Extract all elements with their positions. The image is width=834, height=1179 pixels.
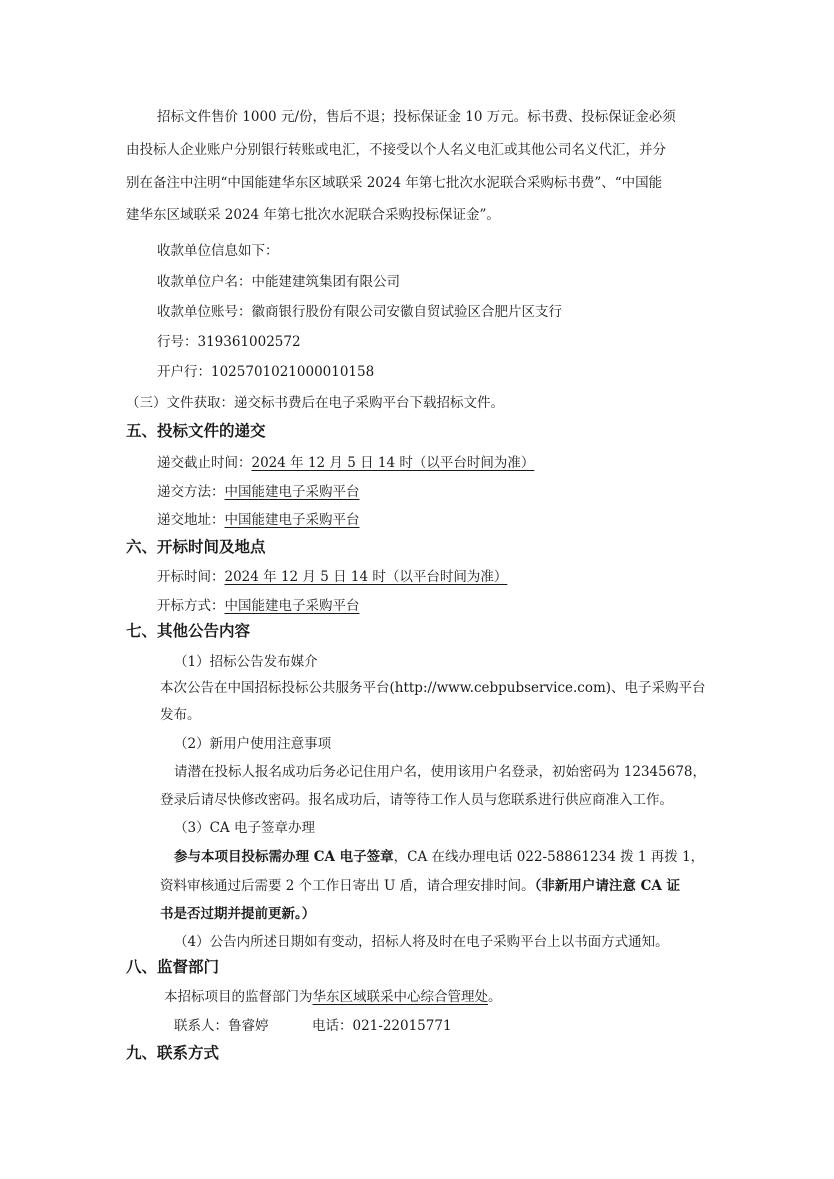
open-bank-row	[157, 362, 374, 382]
phone-number: 021-22015771	[352, 1018, 452, 1034]
payee-intro: 收款单位信息如下：	[157, 243, 279, 259]
item-3-line-2	[160, 876, 680, 896]
payee-name: 中能建建筑集团有限公司	[251, 274, 400, 290]
submit-method-row	[157, 482, 360, 502]
deadline-value: 2024 年 12 月 5 日 14 时（以平台时间为准）	[251, 455, 535, 471]
opening-method-label: 开标方式：	[157, 598, 225, 614]
deadline-label: 递交截止时间：	[157, 455, 252, 471]
payee-account-label: 收款单位账号：	[157, 304, 252, 320]
open-bank-label: 开户行：	[157, 364, 211, 380]
section-5-heading: 五、投标文件的递交	[126, 422, 266, 440]
submit-method-value: 中国能建电子采购平台	[224, 484, 360, 500]
deadline-row	[157, 453, 534, 473]
payee-account: 徽商银行股份有限公司安徽自贸试验区合肥片区支行	[251, 304, 562, 320]
item-1-line-1	[160, 678, 706, 698]
contact-label: 联系人：	[174, 1018, 228, 1034]
supervision-dept: 华东区域联采中心综合管理处	[312, 989, 488, 1005]
open-bank: 1025701021000010158	[211, 364, 375, 380]
file-acquisition: （三）文件获取：递交标书费后在电子采购平台下载招标文件。	[126, 395, 504, 411]
section-7-heading: 七、其他公告内容	[126, 622, 251, 640]
phone-label: 电话：	[312, 1018, 353, 1034]
item-2-line-2: 登录后请尽快修改密码。报名成功后，请等待工作人员与您联系进行供应商准入工作。	[160, 792, 673, 808]
item-4-text: （4）公告内所述日期如有变动，招标人将及时在电子采购平台上以书面方式通知。	[174, 934, 669, 950]
section-6-heading: 六、开标时间及地点	[126, 538, 266, 556]
opening-method-row	[157, 596, 360, 616]
payee-account-row	[157, 302, 562, 322]
item-3-bold-note: （非新用户请注意 CA 证	[534, 878, 681, 894]
supervision-phone	[312, 1016, 452, 1036]
item-3-bold-lead: 参与本项目投标需办理 CA 电子签章	[174, 849, 394, 865]
payee-name-row	[157, 272, 400, 292]
supervision-prefix: 本招标项目的监督部门为	[164, 989, 313, 1005]
item-3-title: （3）CA 电子签章办理	[174, 820, 315, 836]
bank-no: 319361002572	[197, 334, 301, 350]
item-3-phone-text: ，CA 在线办理电话 022-58861234 拨 1 再拨 1，	[393, 849, 705, 865]
submit-address-row	[157, 510, 360, 530]
fee-paragraph-line-2: 由投标人企业账户分别银行转账或电汇，不接受以个人名义电汇或其他公司名义代汇，并分	[126, 142, 666, 158]
supervision-contact	[174, 1016, 269, 1036]
item-2-line-1: 请潜在投标人报名成功后务必记住用户名，使用该用户名登录，初始密码为 12345678，	[174, 764, 707, 780]
payee-name-label: 收款单位户名：	[157, 274, 252, 290]
item-1-line-2: 发布。	[160, 707, 201, 723]
fee-paragraph-line-4: 建华东区域联采 2024 年第七批次水泥联合采购投标保证金”。	[126, 207, 500, 223]
item-1-text: 本次公告在中国招标投标公共服务平台(http://www.cebpubservice.com)、电子采购平台	[160, 680, 706, 696]
item-1-title: （1）招标公告发布媒介	[174, 654, 318, 670]
bank-no-row	[157, 332, 301, 352]
submit-method-label: 递交方法：	[157, 484, 225, 500]
item-2-title: （2）新用户使用注意事项	[174, 736, 332, 752]
opening-method-value: 中国能建电子采购平台	[224, 598, 360, 614]
opening-time-row	[157, 567, 507, 587]
item-3-line-1	[174, 847, 704, 867]
item-3-line-3: 书是否过期并提前更新。）	[160, 906, 316, 922]
contact-name: 鲁睿婷	[228, 1018, 269, 1034]
fee-paragraph-line-1: 招标文件售价 1000 元/份，售后不退；投标保证金 10 万元。标书费、投标保证金必须	[157, 109, 676, 125]
submit-address-label: 递交地址：	[157, 512, 225, 528]
opening-time-value: 2024 年 12 月 5 日 14 时（以平台时间为准）	[224, 569, 508, 585]
section-8-heading: 八、监督部门	[126, 958, 220, 976]
supervision-suffix: 。	[488, 989, 502, 1005]
submit-address-value: 中国能建电子采购平台	[224, 512, 360, 528]
section-9-heading: 九、联系方式	[126, 1044, 220, 1062]
supervision-text	[164, 987, 502, 1007]
bank-no-label: 行号：	[157, 334, 198, 350]
fee-paragraph-line-3: 别在备注中注明“中国能建华东区域联采 2024 年第七批次水泥联合采购标书费”、“中国能	[126, 175, 663, 191]
item-3-normal-text: 资料审核通过后需要 2 个工作日寄出 U 盾，请合理安排时间。	[160, 878, 535, 894]
opening-time-label: 开标时间：	[157, 569, 225, 585]
